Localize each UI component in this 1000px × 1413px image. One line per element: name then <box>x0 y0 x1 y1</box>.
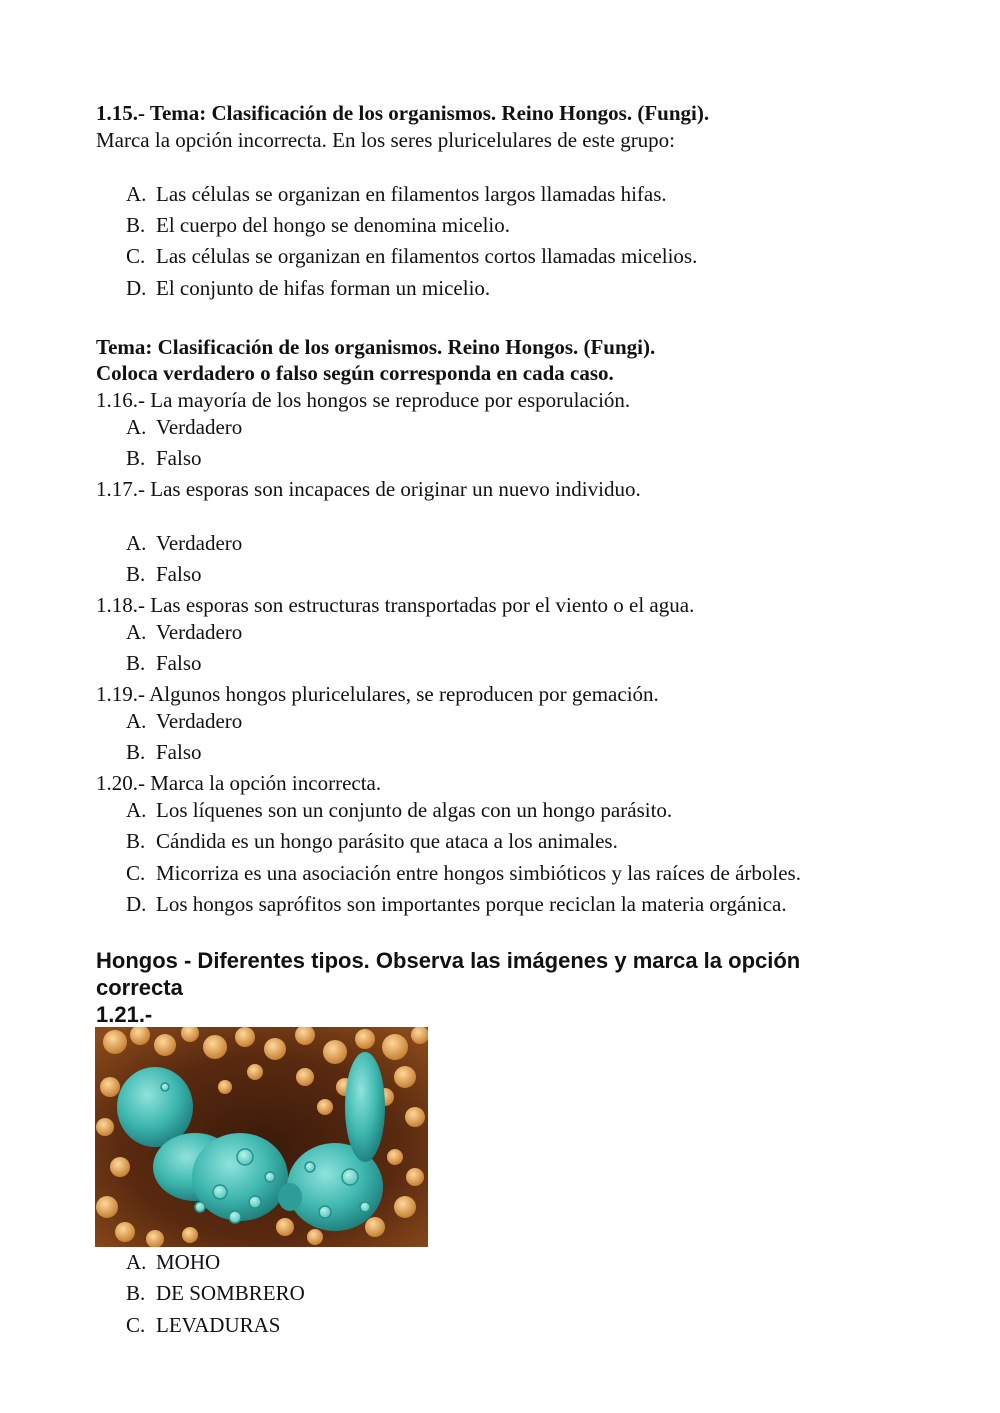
question-1-20: 1.20.- Marca la opción incorrecta. <box>96 771 382 795</box>
option-text: Verdadero <box>156 415 243 439</box>
option-text: Las células se organizan en filamentos cortos llamadas micelios. <box>156 244 698 268</box>
option-letter: B. <box>126 1281 146 1305</box>
option-text: MOHO <box>156 1250 221 1274</box>
section-types-title-line1: Hongos - Diferentes tipos. Observa las imágenes y marca la opción <box>96 948 801 973</box>
option-letter: D. <box>126 892 147 916</box>
option-1-20-d[interactable] <box>126 891 787 917</box>
option-1-16-b[interactable] <box>126 445 202 471</box>
option-text: Los hongos saprófitos son importantes porque reciclan la materia orgánica. <box>156 892 787 916</box>
option-text: Verdadero <box>156 531 243 555</box>
option-1-19-a[interactable] <box>126 708 242 734</box>
option-1-19-b[interactable] <box>126 739 202 765</box>
option-text: El conjunto de hifas forman un micelio. <box>156 276 491 300</box>
option-letter: B. <box>126 829 146 853</box>
option-1-15-c[interactable] <box>126 243 697 269</box>
option-1-20-c[interactable] <box>126 860 801 886</box>
option-letter: A. <box>126 531 147 555</box>
option-text: Las células se organizan en filamentos largos llamadas hifas. <box>156 182 667 206</box>
question-1-16: 1.16.- La mayoría de los hongos se reproduce por esporulación. <box>96 388 631 412</box>
option-1-18-a[interactable] <box>126 619 242 645</box>
question-1-18: 1.18.- Las esporas son estructuras transportadas por el viento o el agua. <box>96 593 695 617</box>
option-1-20-a[interactable] <box>126 797 672 823</box>
option-letter: A. <box>126 709 147 733</box>
option-text: Falso <box>156 651 202 675</box>
question-1-17: 1.17.- Las esporas son incapaces de originar un nuevo individuo. <box>96 477 641 501</box>
question-1-21-number: 1.21.- <box>96 1002 153 1027</box>
section-tf-instruction: Coloca verdadero o falso según corresponda en cada caso. <box>96 361 614 385</box>
option-text: Verdadero <box>156 620 243 644</box>
option-letter: D. <box>126 276 147 300</box>
option-letter: B. <box>126 213 146 237</box>
option-1-21-a[interactable] <box>126 1249 220 1275</box>
option-letter: A. <box>126 798 147 822</box>
section-types-title-line2: correcta <box>96 975 183 1000</box>
question-1-15-prompt: Marca la opción incorrecta. En los seres pluricelulares de este grupo: <box>96 128 676 152</box>
option-letter: A. <box>126 1250 147 1274</box>
option-text: Cándida es un hongo parásito que ataca a los animales. <box>156 829 618 853</box>
option-letter: B. <box>126 651 146 675</box>
question-1-19: 1.19.- Algunos hongos pluricelulares, se reproducen por gemación. <box>96 682 659 706</box>
option-1-21-b[interactable] <box>126 1280 305 1306</box>
option-1-21-c[interactable] <box>126 1312 280 1338</box>
option-1-15-d[interactable] <box>126 275 490 301</box>
option-letter: C. <box>126 1313 146 1337</box>
option-letter: B. <box>126 562 146 586</box>
option-text: DE SOMBRERO <box>156 1281 305 1305</box>
yeast-micrograph-image <box>95 1027 428 1247</box>
option-letter: A. <box>126 182 147 206</box>
option-1-18-b[interactable] <box>126 650 202 676</box>
option-text: LEVADURAS <box>156 1313 281 1337</box>
question-1-15-title: 1.15.- Tema: Clasificación de los organismos. Reino Hongos. (Fungi). <box>96 101 710 125</box>
option-1-17-a[interactable] <box>126 530 242 556</box>
option-letter: B. <box>126 446 146 470</box>
option-text: Falso <box>156 446 202 470</box>
option-text: Los líquenes son un conjunto de algas con un hongo parásito. <box>156 798 673 822</box>
section-tf-title: Tema: Clasificación de los organismos. Reino Hongos. (Fungi). <box>96 335 656 359</box>
option-1-17-b[interactable] <box>126 561 202 587</box>
option-letter: C. <box>126 244 146 268</box>
option-1-20-b[interactable] <box>126 828 618 854</box>
option-text: Micorriza es una asociación entre hongos simbióticos y las raíces de árboles. <box>156 861 801 885</box>
option-letter: A. <box>126 415 147 439</box>
option-letter: A. <box>126 620 147 644</box>
option-text: El cuerpo del hongo se denomina micelio. <box>156 213 510 237</box>
option-1-16-a[interactable] <box>126 414 242 440</box>
option-letter: B. <box>126 740 146 764</box>
option-text: Verdadero <box>156 709 243 733</box>
option-1-15-b[interactable] <box>126 212 510 238</box>
option-1-15-a[interactable] <box>126 181 667 207</box>
option-text: Falso <box>156 562 202 586</box>
option-text: Falso <box>156 740 202 764</box>
option-letter: C. <box>126 861 146 885</box>
